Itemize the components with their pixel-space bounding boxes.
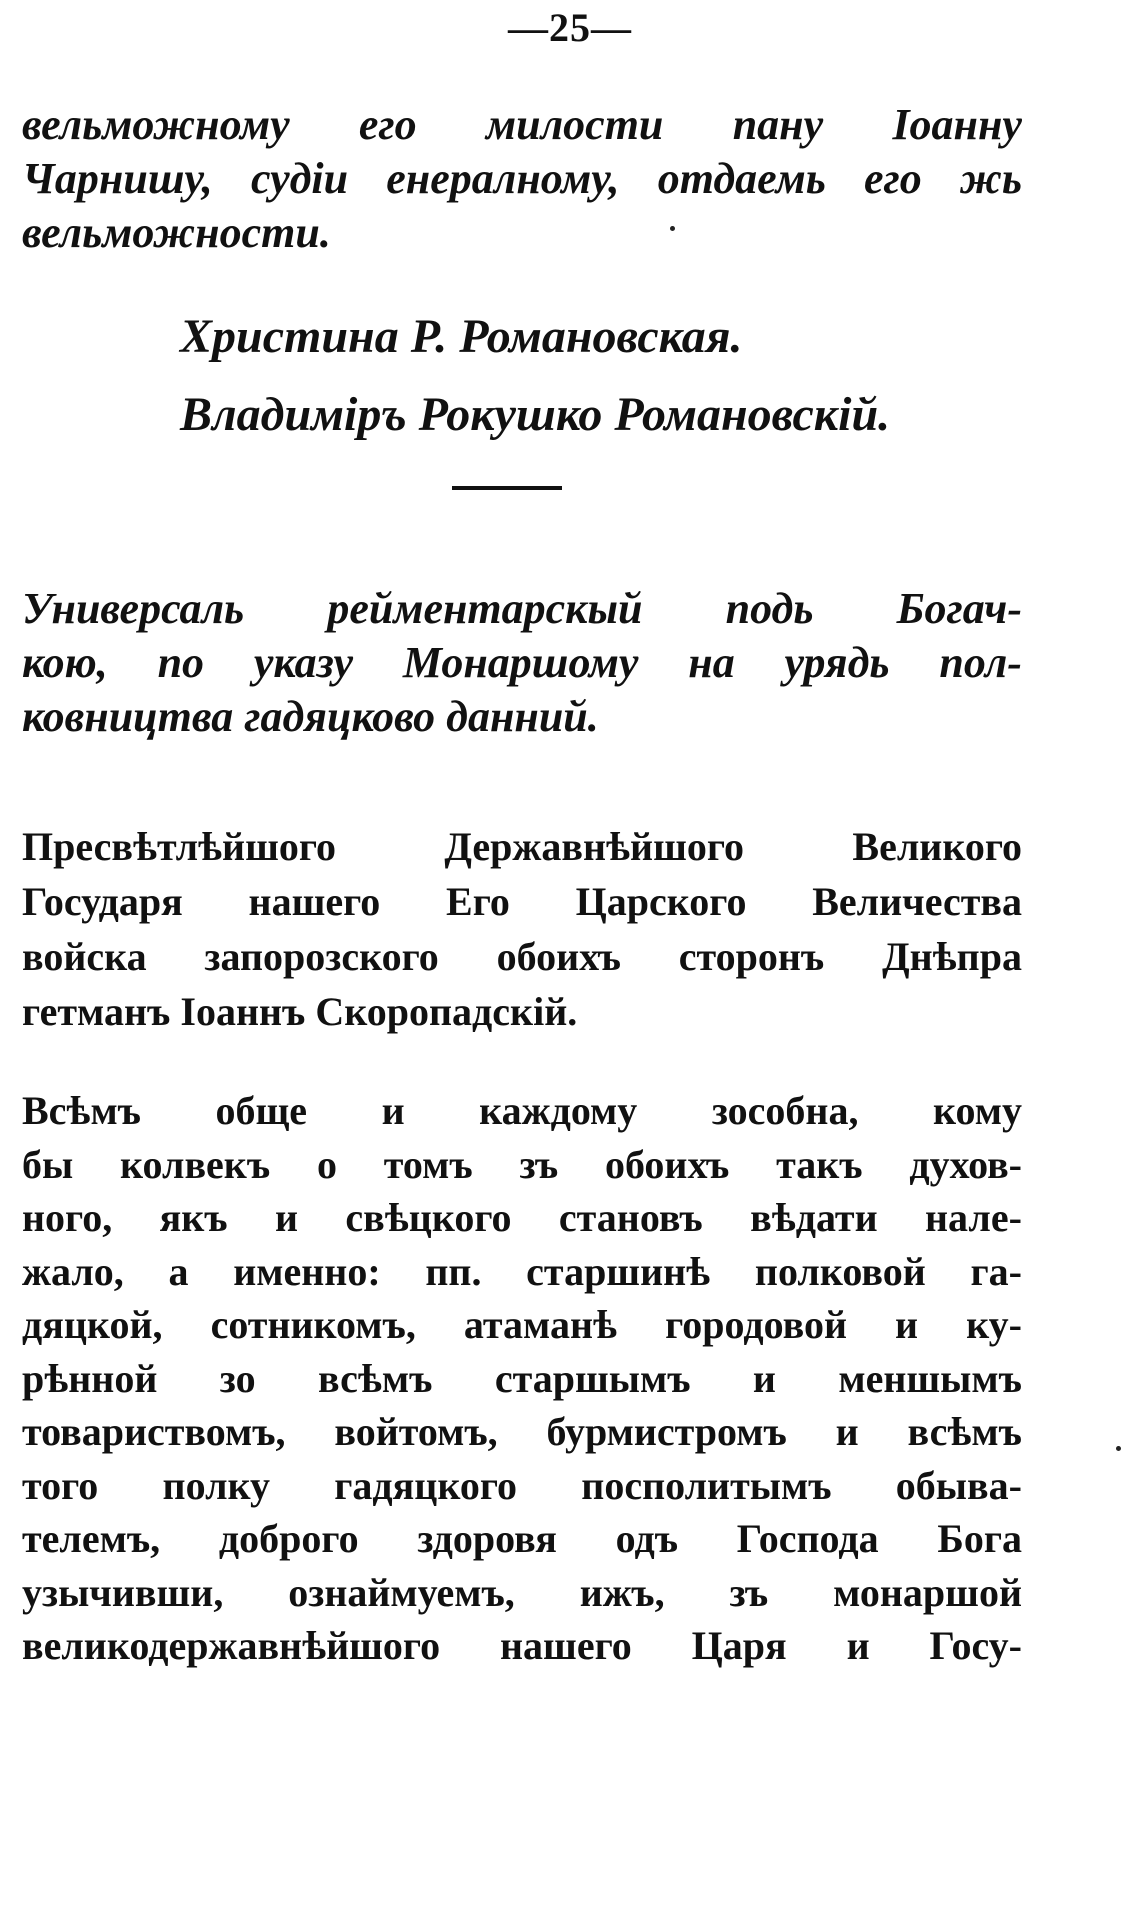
heading-paragraph (22, 582, 1022, 744)
body-line: телемъ, доброго здоровя одъ Господа Бога (22, 1516, 1022, 1561)
page-number: —25— (508, 5, 632, 50)
body-line: рѣнной зо всѣмъ старшымъ и меншымъ (22, 1355, 1022, 1401)
body-line: товариствомъ, войтомъ, бурмистромъ и всѣмъ (22, 1409, 1022, 1454)
heading-line: Универсаль рейментарскый подь Богач- (22, 584, 1022, 633)
intro-line: вельможности. (22, 208, 331, 257)
address-paragraph (22, 819, 1022, 1039)
body-line: узычивши, ознаймуемъ, ижъ, зъ монаршой (22, 1569, 1022, 1615)
body-line: того полку гадяцкого посполитымъ обыва- (22, 1462, 1022, 1508)
address-line: Пресвѣтлѣйшого Державнѣйшого Великого (22, 824, 1022, 869)
address-line: войска запорозского обоихъ сторонъ Днѣпра (22, 934, 1022, 979)
heading-line: ковництва гадяцково данний. (22, 692, 599, 741)
body-line: бы колвекъ о томъ зъ обоихъ такъ духов- (22, 1141, 1022, 1187)
body-line: Всѣмъ обще и каждому зособна, кому (22, 1088, 1022, 1133)
address-line: гетманъ Іоаннъ Скоропадскій. (22, 989, 578, 1034)
signature-line: Владиміръ Рокушко Романовскій. (180, 388, 891, 441)
body-line: жало, а именно: пп. старшинѣ полковой га- (22, 1248, 1022, 1294)
signature-line: Христина Р. Романовская. (180, 310, 743, 363)
ink-speck (1116, 1446, 1121, 1451)
body-line: дяцкой, сотникомъ, атаманѣ городовой и ку- (22, 1302, 1022, 1347)
heading-line: кою, по указу Монаршому на урядь пол- (22, 638, 1022, 687)
section-divider (452, 486, 562, 490)
body-paragraph (22, 1084, 1022, 1673)
body-line: великодержавнѣйшого нашего Царя и Госу- (22, 1623, 1022, 1668)
body-line: ного, якъ и свѣцкого становъ вѣдати нале- (22, 1195, 1022, 1240)
ink-speck (670, 226, 675, 231)
intro-line: Чарнишу, судіи енералному, отдаемь его жь (22, 154, 1022, 203)
address-line: Государя нашего Его Царского Величества (22, 879, 1022, 924)
intro-paragraph (22, 98, 1022, 260)
signatures (180, 298, 1080, 454)
intro-line: вельможному его милости пану Іоанну (22, 100, 1022, 149)
